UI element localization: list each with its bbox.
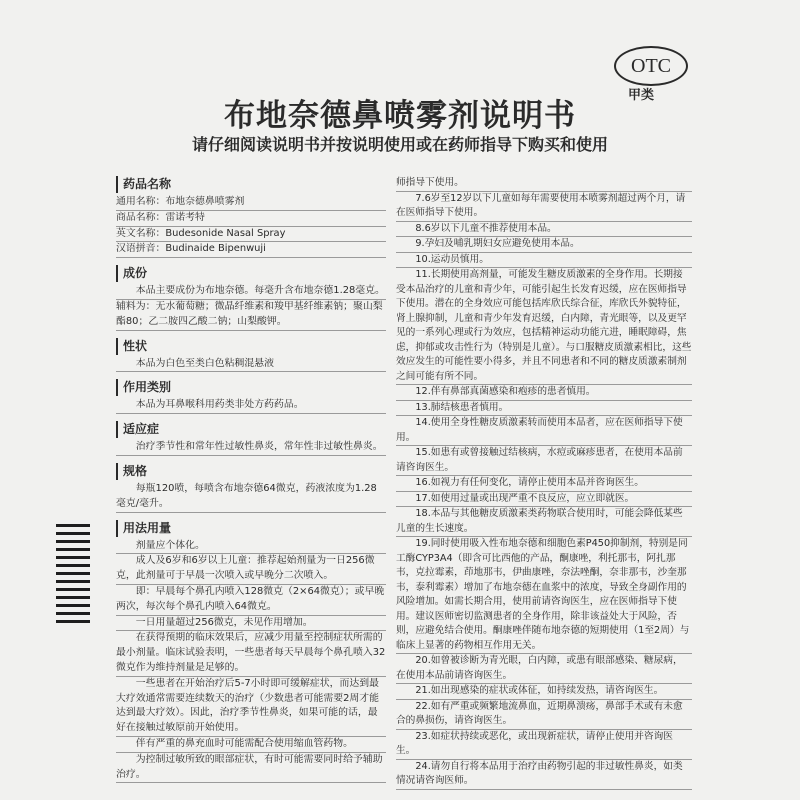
paragraph: 15.如患有或曾接触过结核病，水痘或麻疹患者，在使用本品前请咨询医生。 (396, 446, 692, 476)
paragraph: 本品为耳鼻喉科用药类非处方药药品。 (116, 398, 386, 414)
text-line: 通用名称：布地奈德鼻喷雾剂 (116, 195, 386, 211)
text-line: 师指导下使用。 (396, 176, 692, 192)
paragraph: 成人及6岁和6岁以上儿童：推荐起始剂量为一日256微克，此剂量可于早晨一次喷入或早晚分二次喷入。 (116, 554, 386, 585)
paragraph: 本品主要成份为布地奈德。每毫升含布地奈德1.28毫克。 (116, 284, 386, 300)
paragraph: 13.肺结核患者慎用。 (396, 401, 692, 417)
paragraph: 在获得预期的临床效果后，应减少用量至控制症状所需的最小剂量。临床试验表明，一些患者每天早晨每个鼻孔喷入32微克作为维持剂量是足够的。 (116, 631, 386, 676)
section-heading: 性状 (116, 338, 386, 355)
document-subtitle: 请仔细阅读说明书并按说明使用或在药师指导下购买和使用 (191, 135, 608, 154)
section-heading: 适应症 (116, 421, 386, 438)
paragraph: 7.6岁至12岁以下儿童如每年需要使用本喷雾剂超过两个月，请在医师指导下使用。 (396, 192, 692, 222)
paragraph: 本品为白色至类白色粘稠混悬液 (116, 357, 386, 373)
paragraph: 17.如使用过量或出现严重不良反应，应立即就医。 (396, 492, 692, 508)
text-line: 英文名称：Budesonide Nasal Spray (116, 227, 386, 243)
paragraph: 14.使用全身性糖皮质激素转而使用本品者，应在医师指导下使用。 (396, 416, 692, 446)
paragraph: 9.孕妇及哺乳期妇女应避免使用本品。 (396, 237, 692, 253)
right-column (396, 176, 692, 790)
paragraph: 18.本品与其他糖皮质激素类药物联合使用时，可能会降低某些儿童的生长速度。 (396, 507, 692, 537)
paragraph: 即：早晨每个鼻孔内喷入128微克（2×64微克）；或早晚两次，每次每个鼻孔内喷入64微克。 (116, 585, 386, 616)
paragraph: 11.长期使用高剂量，可能发生糖皮质激素的全身作用。长期接受本品治疗的儿童和青少年，可能引起生长发育迟缓，应在医师指导下使用。潜在的全身效应可能包括库欣氏综合征，库欣氏外貌特征，肾上腺抑制，儿童和青少年发育迟缓，白内障，青光眼等，以及更罕见的一系列心理或行为效应，包括精神运动功能亢进，睡眠障碍，焦虑，抑郁或攻击性行为（特别是儿童）。与口服糖皮质激素相比，这些效应发生的可能性要小得多，并且不同患者和不同的糖皮质激素制剂之间可能有所不同。 (396, 268, 692, 385)
paragraph: 20.如曾被诊断为青光眼，白内障，或患有眼部感染、糖尿病，在使用本品前请咨询医生。 (396, 654, 692, 684)
left-column (116, 176, 386, 783)
paragraph: 19.同时使用吸入性布地奈德和细胞色素P450抑制剂，特别是同工酶CYP3A4（即含可比西他的产品，酮康唑，利托那韦，阿扎那韦，克拉霉素，茚地那韦，伊曲康唑，奈法唑酮，奈非那韦，沙奎那韦，泰利霉素）增加了布地奈德在血浆中的浓度，导致全身副作用的风险增加。如需长期合用，使用前请咨询医生，应在医师指导下使用。建议医师密切监测患者的全身作用，除非该益处大于风险，否则，应避免结合使用。酮康唑伴随布地奈德的短期使用（1至2周）与临床上显著的药物相互作用无关。 (396, 537, 692, 654)
otc-class-label: 甲类 (628, 88, 655, 103)
paragraph: 一些患者在开始治疗后5-7小时即可缓解症状，而达到最大疗效通常需要连续数天的治疗（少数患者可能需要2周才能达到最大疗效）。因此，治疗季节性鼻炎，如果可能的话，最好在接触过敏原前开始使用。 (116, 677, 386, 737)
text-line: 商品名称：雷诺考特 (116, 211, 386, 227)
paragraph: 剂量应个体化。 (116, 539, 386, 555)
paragraph: 一日用量超过256微克，未见作用增加。 (116, 616, 386, 632)
section-heading: 用法用量 (116, 520, 386, 537)
section-heading: 作用类别 (116, 379, 386, 396)
paragraph: 12.伴有鼻部真菌感染和疱疹的患者慎用。 (396, 385, 692, 401)
section-heading: 药品名称 (116, 176, 386, 193)
paragraph: 伴有严重的鼻充血时可能需配合使用缩血管药物。 (116, 737, 386, 753)
pharmacode-bars (56, 524, 90, 628)
paragraph: 24.请勿自行将本品用于治疗由药物引起的非过敏性鼻炎，如类情况请咨询医师。 (396, 760, 692, 790)
otc-badge: OTC (614, 46, 688, 86)
text-line: 辅料为：无水葡萄糖；微晶纤维素和羧甲基纤维素钠；聚山梨酯80；乙二胺四乙酸二钠；山梨酸钾。 (116, 300, 386, 331)
paragraph: 治疗季节性和常年性过敏性鼻炎，常年性非过敏性鼻炎。 (116, 440, 386, 456)
paragraph: 16.如视力有任何变化，请停止使用本品并咨询医生。 (396, 476, 692, 492)
section-heading: 成份 (116, 265, 386, 282)
paragraph: 每瓶120喷，每喷含布地奈德64微克，药液浓度为1.28毫克/毫升。 (116, 482, 386, 513)
paragraph: 8.6岁以下儿童不推荐使用本品。 (396, 222, 692, 238)
section-heading: 规格 (116, 463, 386, 480)
paragraph: 23.如症状持续或恶化，或出现新症状，请停止使用并咨询医生。 (396, 730, 692, 760)
paragraph: 为控制过敏所致的眼部症状，有时可能需要同时给予辅助治疗。 (116, 753, 386, 784)
document-title: 布地奈德鼻喷雾剂说明书 (224, 98, 576, 134)
text-line: 汉语拼音：Budinaide Bipenwuji (116, 242, 386, 258)
paragraph: 21.如出现感染的症状或体征，如持续发热，请咨询医生。 (396, 684, 692, 700)
paragraph: 22.如有严重或频繁地流鼻血，近期鼻溃疡，鼻部手术或有未愈合的鼻损伤，请咨询医生。 (396, 700, 692, 730)
paragraph: 10.运动员慎用。 (396, 253, 692, 269)
